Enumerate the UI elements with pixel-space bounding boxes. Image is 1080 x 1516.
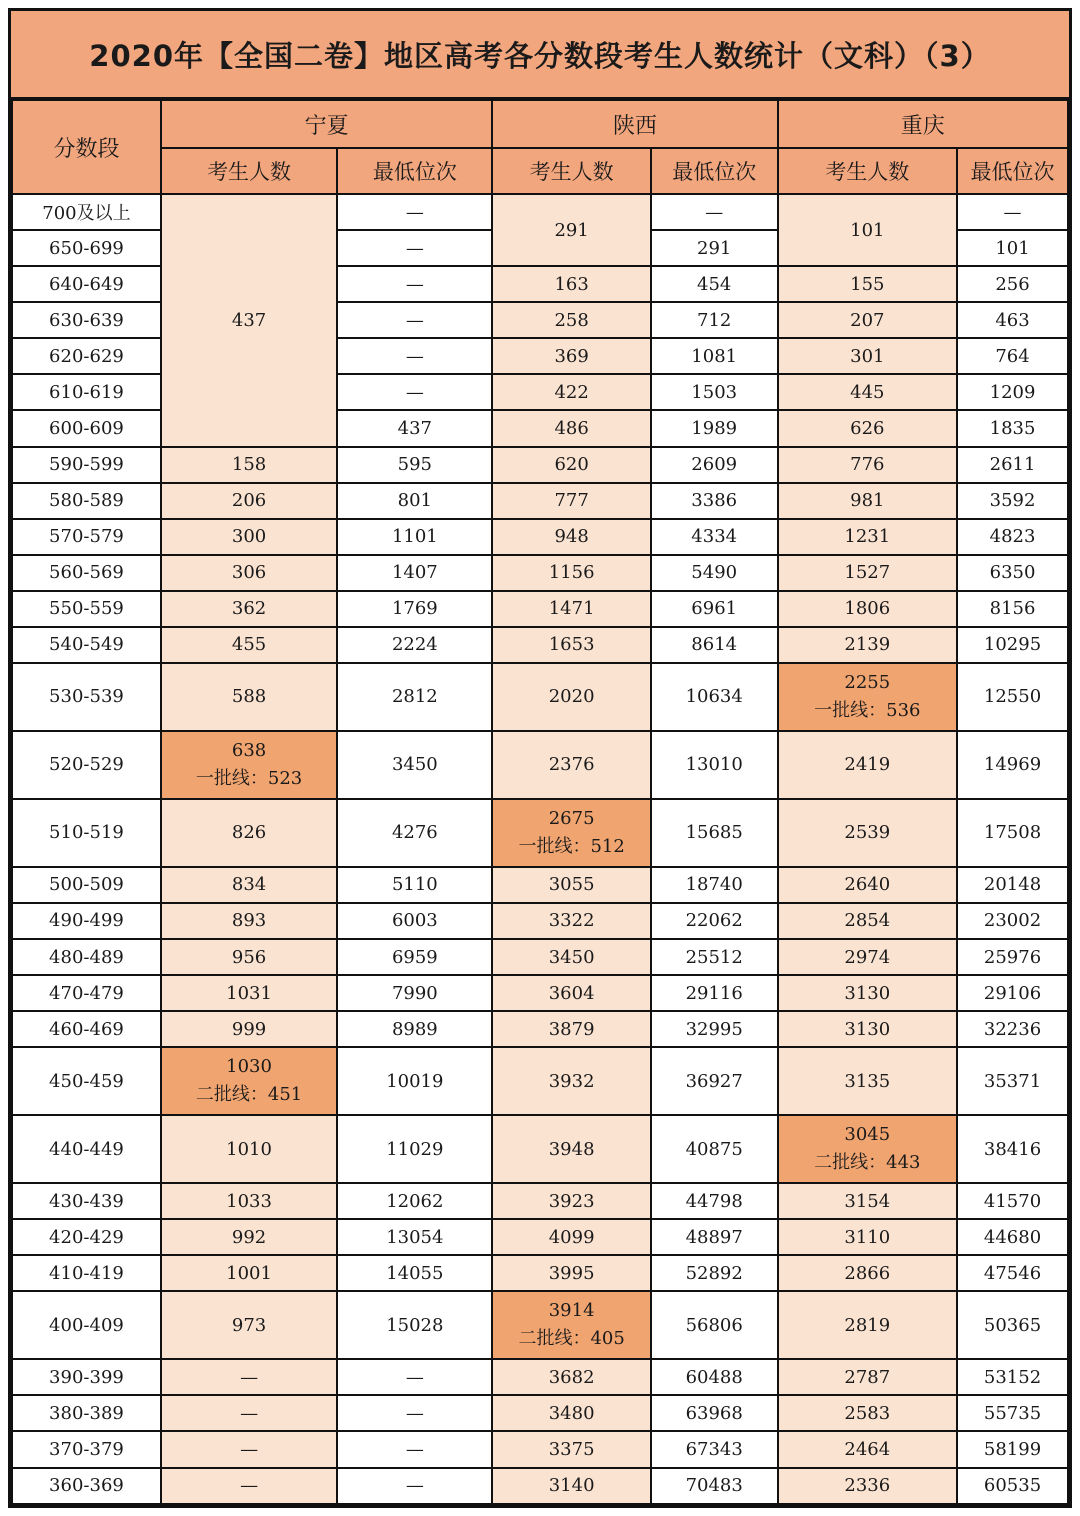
cell-ningxia-count: 206 <box>161 483 337 519</box>
cell-chongqing-rank: 256 <box>957 266 1068 302</box>
cell-ningxia-count: 1031 <box>161 975 337 1011</box>
cell-ningxia-rank: 14055 <box>337 1255 492 1291</box>
score-range-cell: 650-699 <box>12 230 161 266</box>
table-row <box>12 903 1068 939</box>
table-row <box>12 1291 1068 1359</box>
cell-shaanxi-count: 3480 <box>492 1395 650 1431</box>
table-row <box>12 1359 1068 1395</box>
cell-ningxia-rank: — <box>337 230 492 266</box>
cell-shaanxi-count: 369 <box>492 338 650 374</box>
cell-ningxia-rank: 801 <box>337 483 492 519</box>
col-header-shaanxi-rank: 最低位次 <box>651 148 778 194</box>
cell-chongqing-rank: 2611 <box>957 447 1068 483</box>
cell-shaanxi-count: 3682 <box>492 1359 650 1395</box>
region-header-shaanxi: 陕西 <box>492 100 777 148</box>
cell-ningxia-rank: 6959 <box>337 939 492 975</box>
cell-shaanxi-count: 620 <box>492 447 650 483</box>
cell-chongqing-rank: 38416 <box>957 1115 1068 1183</box>
table-frame <box>8 8 1072 1508</box>
cell-ningxia-rank: — <box>337 338 492 374</box>
cell-ningxia-rank: 595 <box>337 447 492 483</box>
batch-line-note: 一批线：512 <box>518 835 625 857</box>
cell-chongqing-rank: 44680 <box>957 1219 1068 1255</box>
cell-value: 2675 <box>548 807 595 829</box>
cell-shaanxi-rank: 40875 <box>651 1115 778 1183</box>
cell-shaanxi-count: 3604 <box>492 975 650 1011</box>
cell-ningxia-count: 437 <box>161 194 337 447</box>
cell-chongqing-rank: 764 <box>957 338 1068 374</box>
cell-chongqing-count: 1806 <box>778 591 958 627</box>
cell-ningxia-count: — <box>161 1468 337 1505</box>
table-row <box>12 447 1068 483</box>
cell-chongqing-rank: 1835 <box>957 410 1068 446</box>
batch-line-note: 一批线：536 <box>814 699 921 721</box>
page-title: 2020年【全国二卷】地区高考各分数段考生人数统计（文科）（3） <box>11 11 1069 99</box>
cell-chongqing-rank: 20148 <box>957 867 1068 903</box>
score-range-cell: 390-399 <box>12 1359 161 1395</box>
cell-shaanxi-count: 2020 <box>492 663 650 731</box>
col-header-chongqing-rank: 最低位次 <box>957 148 1068 194</box>
cell-ningxia-count: 362 <box>161 591 337 627</box>
score-range-cell: 630-639 <box>12 302 161 338</box>
cell-ningxia-count: 1033 <box>161 1183 337 1219</box>
cell-shaanxi-count: 3450 <box>492 939 650 975</box>
cell-ningxia-count <box>161 731 337 799</box>
cell-ningxia-count: 826 <box>161 799 337 867</box>
score-range-cell: 460-469 <box>12 1011 161 1047</box>
cell-ningxia-rank: 437 <box>337 410 492 446</box>
cell-chongqing-count: 2139 <box>778 627 958 663</box>
score-range-cell: 440-449 <box>12 1115 161 1183</box>
score-range-cell: 600-609 <box>12 410 161 446</box>
score-range-cell: 550-559 <box>12 591 161 627</box>
cell-shaanxi-rank: 1081 <box>651 338 778 374</box>
table-row <box>12 591 1068 627</box>
table-row <box>12 1011 1068 1047</box>
cell-chongqing-count: 2419 <box>778 731 958 799</box>
cell-ningxia-rank: 5110 <box>337 867 492 903</box>
score-range-cell: 570-579 <box>12 519 161 555</box>
cell-ningxia-rank: — <box>337 1468 492 1505</box>
cell-shaanxi-count: 1471 <box>492 591 650 627</box>
table-row <box>12 975 1068 1011</box>
cell-shaanxi-count: 777 <box>492 483 650 519</box>
cell-chongqing-rank: 101 <box>957 230 1068 266</box>
cell-chongqing-count: 1527 <box>778 555 958 591</box>
cell-chongqing-rank: 23002 <box>957 903 1068 939</box>
score-range-cell: 450-459 <box>12 1047 161 1115</box>
table-row <box>12 519 1068 555</box>
cell-ningxia-rank: — <box>337 302 492 338</box>
sub-header-row <box>12 148 1068 194</box>
cell-ningxia-rank: 15028 <box>337 1291 492 1359</box>
score-range-cell: 510-519 <box>12 799 161 867</box>
score-range-cell: 480-489 <box>12 939 161 975</box>
score-range-cell: 410-419 <box>12 1255 161 1291</box>
cell-shaanxi-count: 3375 <box>492 1431 650 1467</box>
table-row <box>12 1115 1068 1183</box>
cell-ningxia-rank: 2224 <box>337 627 492 663</box>
table-row <box>12 1255 1068 1291</box>
score-range-cell: 590-599 <box>12 447 161 483</box>
table-row <box>12 1183 1068 1219</box>
cell-ningxia-rank: 12062 <box>337 1183 492 1219</box>
cell-chongqing-count: 207 <box>778 302 958 338</box>
cell-chongqing-count: 3130 <box>778 975 958 1011</box>
cell-shaanxi-rank: 70483 <box>651 1468 778 1505</box>
score-range-cell: 360-369 <box>12 1468 161 1505</box>
cell-shaanxi-rank: 712 <box>651 302 778 338</box>
cell-ningxia-rank: 7990 <box>337 975 492 1011</box>
cell-chongqing-count: 2819 <box>778 1291 958 1359</box>
cell-chongqing-rank: 53152 <box>957 1359 1068 1395</box>
cell-shaanxi-count <box>492 799 650 867</box>
cell-value: 3045 <box>844 1124 891 1146</box>
cell-chongqing-rank: 60535 <box>957 1468 1068 1505</box>
cell-shaanxi-rank: 5490 <box>651 555 778 591</box>
table-row <box>12 483 1068 519</box>
cell-ningxia-rank: 8989 <box>337 1011 492 1047</box>
cell-shaanxi-rank: 48897 <box>651 1219 778 1255</box>
score-statistics-table <box>11 99 1069 1505</box>
cell-chongqing-rank: 4823 <box>957 519 1068 555</box>
cell-ningxia-rank: 1101 <box>337 519 492 555</box>
cell-shaanxi-rank: 56806 <box>651 1291 778 1359</box>
score-range-cell: 540-549 <box>12 627 161 663</box>
cell-chongqing-count <box>778 1115 958 1183</box>
cell-ningxia-rank: — <box>337 266 492 302</box>
cell-ningxia-rank: — <box>337 1395 492 1431</box>
cell-ningxia-count: 455 <box>161 627 337 663</box>
cell-shaanxi-rank: 52892 <box>651 1255 778 1291</box>
score-range-cell: 610-619 <box>12 374 161 410</box>
table-row <box>12 731 1068 799</box>
cell-shaanxi-rank: 44798 <box>651 1183 778 1219</box>
cell-chongqing-count: 981 <box>778 483 958 519</box>
cell-ningxia-count: — <box>161 1359 337 1395</box>
table-row <box>12 1395 1068 1431</box>
cell-shaanxi-count: 3923 <box>492 1183 650 1219</box>
col-header-shaanxi-count: 考生人数 <box>492 148 650 194</box>
cell-ningxia-rank: 2812 <box>337 663 492 731</box>
cell-chongqing-count: 445 <box>778 374 958 410</box>
table-row <box>12 939 1068 975</box>
cell-chongqing-rank: 12550 <box>957 663 1068 731</box>
cell-shaanxi-rank: 6961 <box>651 591 778 627</box>
score-range-cell: 560-569 <box>12 555 161 591</box>
cell-shaanxi-rank: 4334 <box>651 519 778 555</box>
cell-shaanxi-count: 3995 <box>492 1255 650 1291</box>
cell-ningxia-rank: 6003 <box>337 903 492 939</box>
cell-shaanxi-count: 3879 <box>492 1011 650 1047</box>
cell-ningxia-rank: — <box>337 1431 492 1467</box>
cell-chongqing-count: 101 <box>778 194 958 266</box>
cell-ningxia-count: 973 <box>161 1291 337 1359</box>
score-range-cell: 530-539 <box>12 663 161 731</box>
cell-shaanxi-rank: 67343 <box>651 1431 778 1467</box>
cell-ningxia-count: — <box>161 1395 337 1431</box>
score-range-cell: 640-649 <box>12 266 161 302</box>
cell-ningxia-rank: 1407 <box>337 555 492 591</box>
cell-shaanxi-count: 4099 <box>492 1219 650 1255</box>
cell-shaanxi-count: 422 <box>492 374 650 410</box>
cell-shaanxi-rank: 1503 <box>651 374 778 410</box>
cell-chongqing-rank: 47546 <box>957 1255 1068 1291</box>
cell-chongqing-count: 1231 <box>778 519 958 555</box>
table-row <box>12 663 1068 731</box>
score-range-cell: 420-429 <box>12 1219 161 1255</box>
cell-chongqing-count: 2583 <box>778 1395 958 1431</box>
cell-chongqing-rank: 35371 <box>957 1047 1068 1115</box>
cell-chongqing-count: 2464 <box>778 1431 958 1467</box>
cell-chongqing-rank: 3592 <box>957 483 1068 519</box>
cell-shaanxi-rank: 10634 <box>651 663 778 731</box>
score-range-cell: 380-389 <box>12 1395 161 1431</box>
cell-value: 1030 <box>226 1056 272 1078</box>
cell-shaanxi-count: 291 <box>492 194 650 266</box>
cell-chongqing-count: 2974 <box>778 939 958 975</box>
cell-chongqing-rank: 8156 <box>957 591 1068 627</box>
cell-ningxia-count: 999 <box>161 1011 337 1047</box>
cell-chongqing-count: 2787 <box>778 1359 958 1395</box>
table-row <box>12 799 1068 867</box>
cell-chongqing-rank: 41570 <box>957 1183 1068 1219</box>
score-range-cell: 490-499 <box>12 903 161 939</box>
cell-shaanxi-count <box>492 1291 650 1359</box>
cell-shaanxi-rank: 22062 <box>651 903 778 939</box>
cell-chongqing-rank: 10295 <box>957 627 1068 663</box>
cell-value: 2255 <box>844 672 891 694</box>
table-row <box>12 1431 1068 1467</box>
cell-chongqing-rank: 14969 <box>957 731 1068 799</box>
cell-shaanxi-rank: 15685 <box>651 799 778 867</box>
cell-chongqing-count: 3110 <box>778 1219 958 1255</box>
table-row <box>12 555 1068 591</box>
cell-value: 638 <box>231 740 267 762</box>
cell-shaanxi-count: 2376 <box>492 731 650 799</box>
cell-ningxia-count: 158 <box>161 447 337 483</box>
cell-ningxia-count: 834 <box>161 867 337 903</box>
cell-shaanxi-rank: 60488 <box>651 1359 778 1395</box>
cell-ningxia-count: 1010 <box>161 1115 337 1183</box>
cell-ningxia-count <box>161 1047 337 1115</box>
cell-chongqing-count: 301 <box>778 338 958 374</box>
cell-ningxia-count: 992 <box>161 1219 337 1255</box>
cell-ningxia-count: 1001 <box>161 1255 337 1291</box>
cell-shaanxi-rank: 1989 <box>651 410 778 446</box>
cell-shaanxi-count: 1156 <box>492 555 650 591</box>
cell-ningxia-rank: 13054 <box>337 1219 492 1255</box>
region-header-row <box>12 100 1068 148</box>
cell-shaanxi-rank: 2609 <box>651 447 778 483</box>
cell-shaanxi-count: 486 <box>492 410 650 446</box>
cell-shaanxi-count: 948 <box>492 519 650 555</box>
cell-shaanxi-count: 3932 <box>492 1047 650 1115</box>
cell-shaanxi-count: 3322 <box>492 903 650 939</box>
cell-chongqing-rank: 58199 <box>957 1431 1068 1467</box>
table-row <box>12 194 1068 230</box>
cell-shaanxi-count: 258 <box>492 302 650 338</box>
score-range-cell: 500-509 <box>12 867 161 903</box>
cell-shaanxi-rank: 13010 <box>651 731 778 799</box>
cell-ningxia-rank: 3450 <box>337 731 492 799</box>
cell-shaanxi-count: 3055 <box>492 867 650 903</box>
cell-ningxia-count: 893 <box>161 903 337 939</box>
region-header-ningxia: 宁夏 <box>161 100 493 148</box>
cell-ningxia-rank: — <box>337 1359 492 1395</box>
cell-ningxia-count: 588 <box>161 663 337 731</box>
table-row <box>12 627 1068 663</box>
cell-chongqing-rank: 32236 <box>957 1011 1068 1047</box>
cell-chongqing-rank: 6350 <box>957 555 1068 591</box>
cell-chongqing-rank: 1209 <box>957 374 1068 410</box>
cell-shaanxi-count: 3948 <box>492 1115 650 1183</box>
cell-shaanxi-rank: 3386 <box>651 483 778 519</box>
cell-chongqing-rank: — <box>957 194 1068 230</box>
score-range-cell: 620-629 <box>12 338 161 374</box>
table-row <box>12 1219 1068 1255</box>
cell-shaanxi-rank: 29116 <box>651 975 778 1011</box>
cell-shaanxi-count: 163 <box>492 266 650 302</box>
cell-chongqing-count: 2854 <box>778 903 958 939</box>
score-range-cell: 430-439 <box>12 1183 161 1219</box>
score-range-cell: 700及以上 <box>12 194 161 230</box>
cell-shaanxi-count: 1653 <box>492 627 650 663</box>
cell-shaanxi-count: 3140 <box>492 1468 650 1505</box>
cell-shaanxi-rank: — <box>651 194 778 230</box>
col-header-ningxia-rank: 最低位次 <box>337 148 492 194</box>
cell-chongqing-count: 2336 <box>778 1468 958 1505</box>
score-range-cell: 520-529 <box>12 731 161 799</box>
score-range-cell: 400-409 <box>12 1291 161 1359</box>
cell-chongqing-rank: 55735 <box>957 1395 1068 1431</box>
batch-line-note: 二批线：451 <box>195 1084 303 1106</box>
cell-chongqing-count: 2539 <box>778 799 958 867</box>
batch-line-note: 一批线：523 <box>195 767 303 789</box>
cell-shaanxi-rank: 36927 <box>651 1047 778 1115</box>
cell-shaanxi-rank: 8614 <box>651 627 778 663</box>
cell-chongqing-rank: 463 <box>957 302 1068 338</box>
cell-chongqing-count <box>778 663 958 731</box>
cell-chongqing-count: 2640 <box>778 867 958 903</box>
cell-chongqing-count: 3135 <box>778 1047 958 1115</box>
cell-shaanxi-rank: 25512 <box>651 939 778 975</box>
score-range-cell: 580-589 <box>12 483 161 519</box>
cell-shaanxi-rank: 18740 <box>651 867 778 903</box>
cell-shaanxi-rank: 454 <box>651 266 778 302</box>
cell-chongqing-count: 3154 <box>778 1183 958 1219</box>
cell-ningxia-rank: — <box>337 374 492 410</box>
cell-shaanxi-rank: 63968 <box>651 1395 778 1431</box>
score-range-cell: 470-479 <box>12 975 161 1011</box>
col-header-score-range: 分数段 <box>12 100 161 194</box>
cell-chongqing-count: 626 <box>778 410 958 446</box>
table-row <box>12 1468 1068 1505</box>
cell-chongqing-count: 776 <box>778 447 958 483</box>
cell-ningxia-rank: 1769 <box>337 591 492 627</box>
cell-ningxia-rank: — <box>337 194 492 230</box>
cell-chongqing-rank: 29106 <box>957 975 1068 1011</box>
region-header-chongqing: 重庆 <box>778 100 1068 148</box>
cell-ningxia-count: 956 <box>161 939 337 975</box>
cell-chongqing-rank: 50365 <box>957 1291 1068 1359</box>
batch-line-note: 二批线：443 <box>814 1152 921 1174</box>
col-header-chongqing-count: 考生人数 <box>778 148 958 194</box>
cell-ningxia-rank: 11029 <box>337 1115 492 1183</box>
cell-ningxia-rank: 10019 <box>337 1047 492 1115</box>
cell-ningxia-count: — <box>161 1431 337 1467</box>
table-row <box>12 867 1068 903</box>
cell-chongqing-rank: 25976 <box>957 939 1068 975</box>
cell-ningxia-rank: 4276 <box>337 799 492 867</box>
table-row <box>12 1047 1068 1115</box>
cell-chongqing-count: 155 <box>778 266 958 302</box>
cell-ningxia-count: 300 <box>161 519 337 555</box>
cell-chongqing-count: 3130 <box>778 1011 958 1047</box>
cell-value: 3914 <box>548 1300 595 1322</box>
cell-ningxia-count: 306 <box>161 555 337 591</box>
cell-shaanxi-rank: 32995 <box>651 1011 778 1047</box>
cell-shaanxi-rank: 291 <box>651 230 778 266</box>
cell-chongqing-rank: 17508 <box>957 799 1068 867</box>
batch-line-note: 二批线：405 <box>518 1328 625 1350</box>
score-range-cell: 370-379 <box>12 1431 161 1467</box>
col-header-ningxia-count: 考生人数 <box>161 148 337 194</box>
cell-chongqing-count: 2866 <box>778 1255 958 1291</box>
